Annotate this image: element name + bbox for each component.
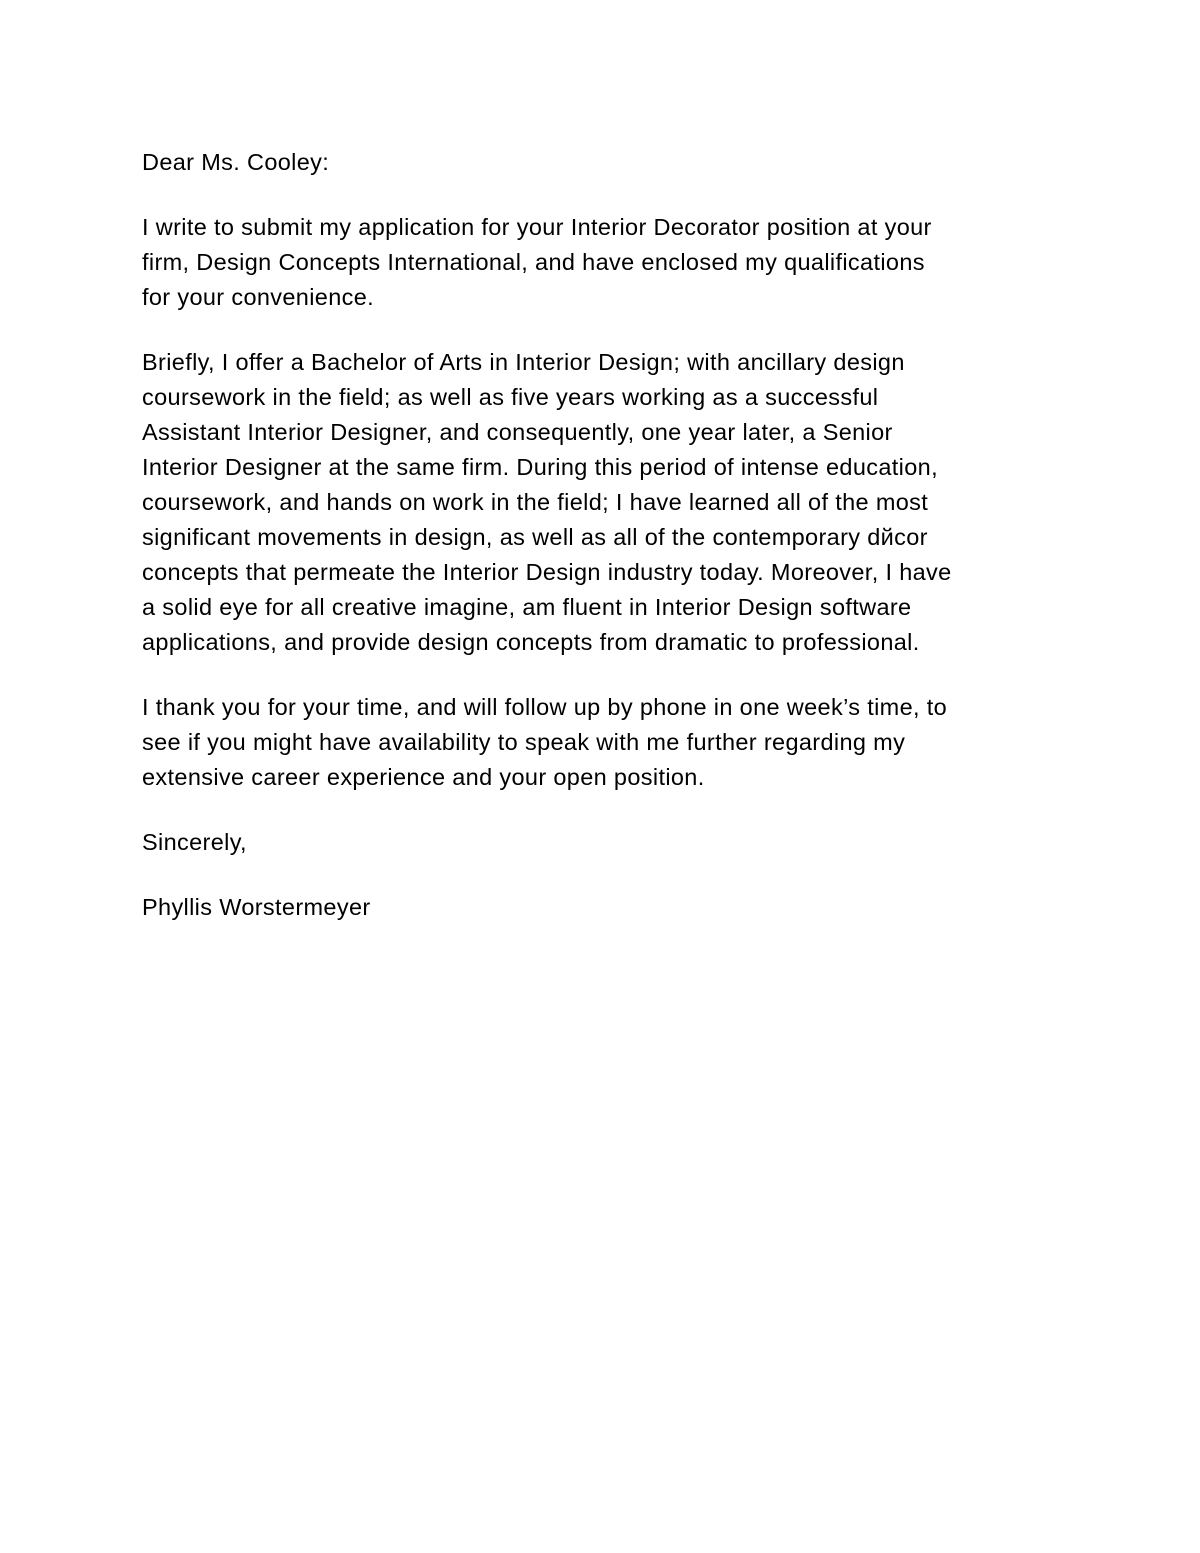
signature-name: Phyllis Worstermeyer: [142, 894, 371, 920]
paragraph-line: I write to submit my application for your Interior Decorator position at your: [142, 214, 932, 240]
paragraph-line: applications, and provide design concepts from dramatic to professional.: [142, 629, 920, 655]
letter-body: [142, 145, 1102, 955]
paragraph-line: coursework, and hands on work in the field; I have learned all of the most: [142, 489, 929, 515]
paragraph-line: concepts that permeate the Interior Design industry today. Moreover, I have: [142, 559, 952, 585]
paragraph-line: for your convenience.: [142, 284, 375, 310]
paragraph-line: see if you might have availability to speak with me further regarding my: [142, 729, 906, 755]
salutation-text: Dear Ms. Cooley:: [142, 149, 330, 175]
closing: [142, 825, 1102, 860]
paragraph-qualifications: [142, 345, 1102, 660]
paragraph-follow-up: [142, 690, 1102, 795]
paragraph-line: coursework in the field; as well as five years working as a successful: [142, 384, 879, 410]
paragraph-line: a solid eye for all creative imagine, am fluent in Interior Design software: [142, 594, 912, 620]
paragraph-line: extensive career experience and your open position.: [142, 764, 705, 790]
paragraph-application: [142, 210, 1102, 315]
closing-text: Sincerely,: [142, 829, 247, 855]
paragraph-line: firm, Design Concepts International, and have enclosed my qualifications: [142, 249, 925, 275]
salutation: [142, 145, 1102, 180]
paragraph-line: Briefly, I offer a Bachelor of Arts in Interior Design; with ancillary design: [142, 349, 905, 375]
signature: [142, 890, 1102, 925]
paragraph-line: Assistant Interior Designer, and consequently, one year later, a Senior: [142, 419, 893, 445]
paragraph-line: Interior Designer at the same firm. During this period of intense education,: [142, 454, 938, 480]
paragraph-line: significant movements in design, as well as all of the contemporary dйcor: [142, 524, 928, 550]
paragraph-line: I thank you for your time, and will follow up by phone in one week’s time, to: [142, 694, 948, 720]
